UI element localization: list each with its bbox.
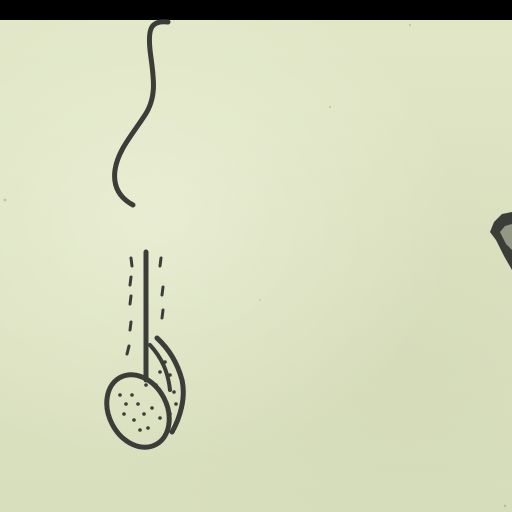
hanging-cord-line (115, 22, 168, 205)
paper-speckles (4, 24, 507, 507)
motion-dashes-left (127, 258, 132, 354)
motion-dashes-right (160, 258, 163, 318)
